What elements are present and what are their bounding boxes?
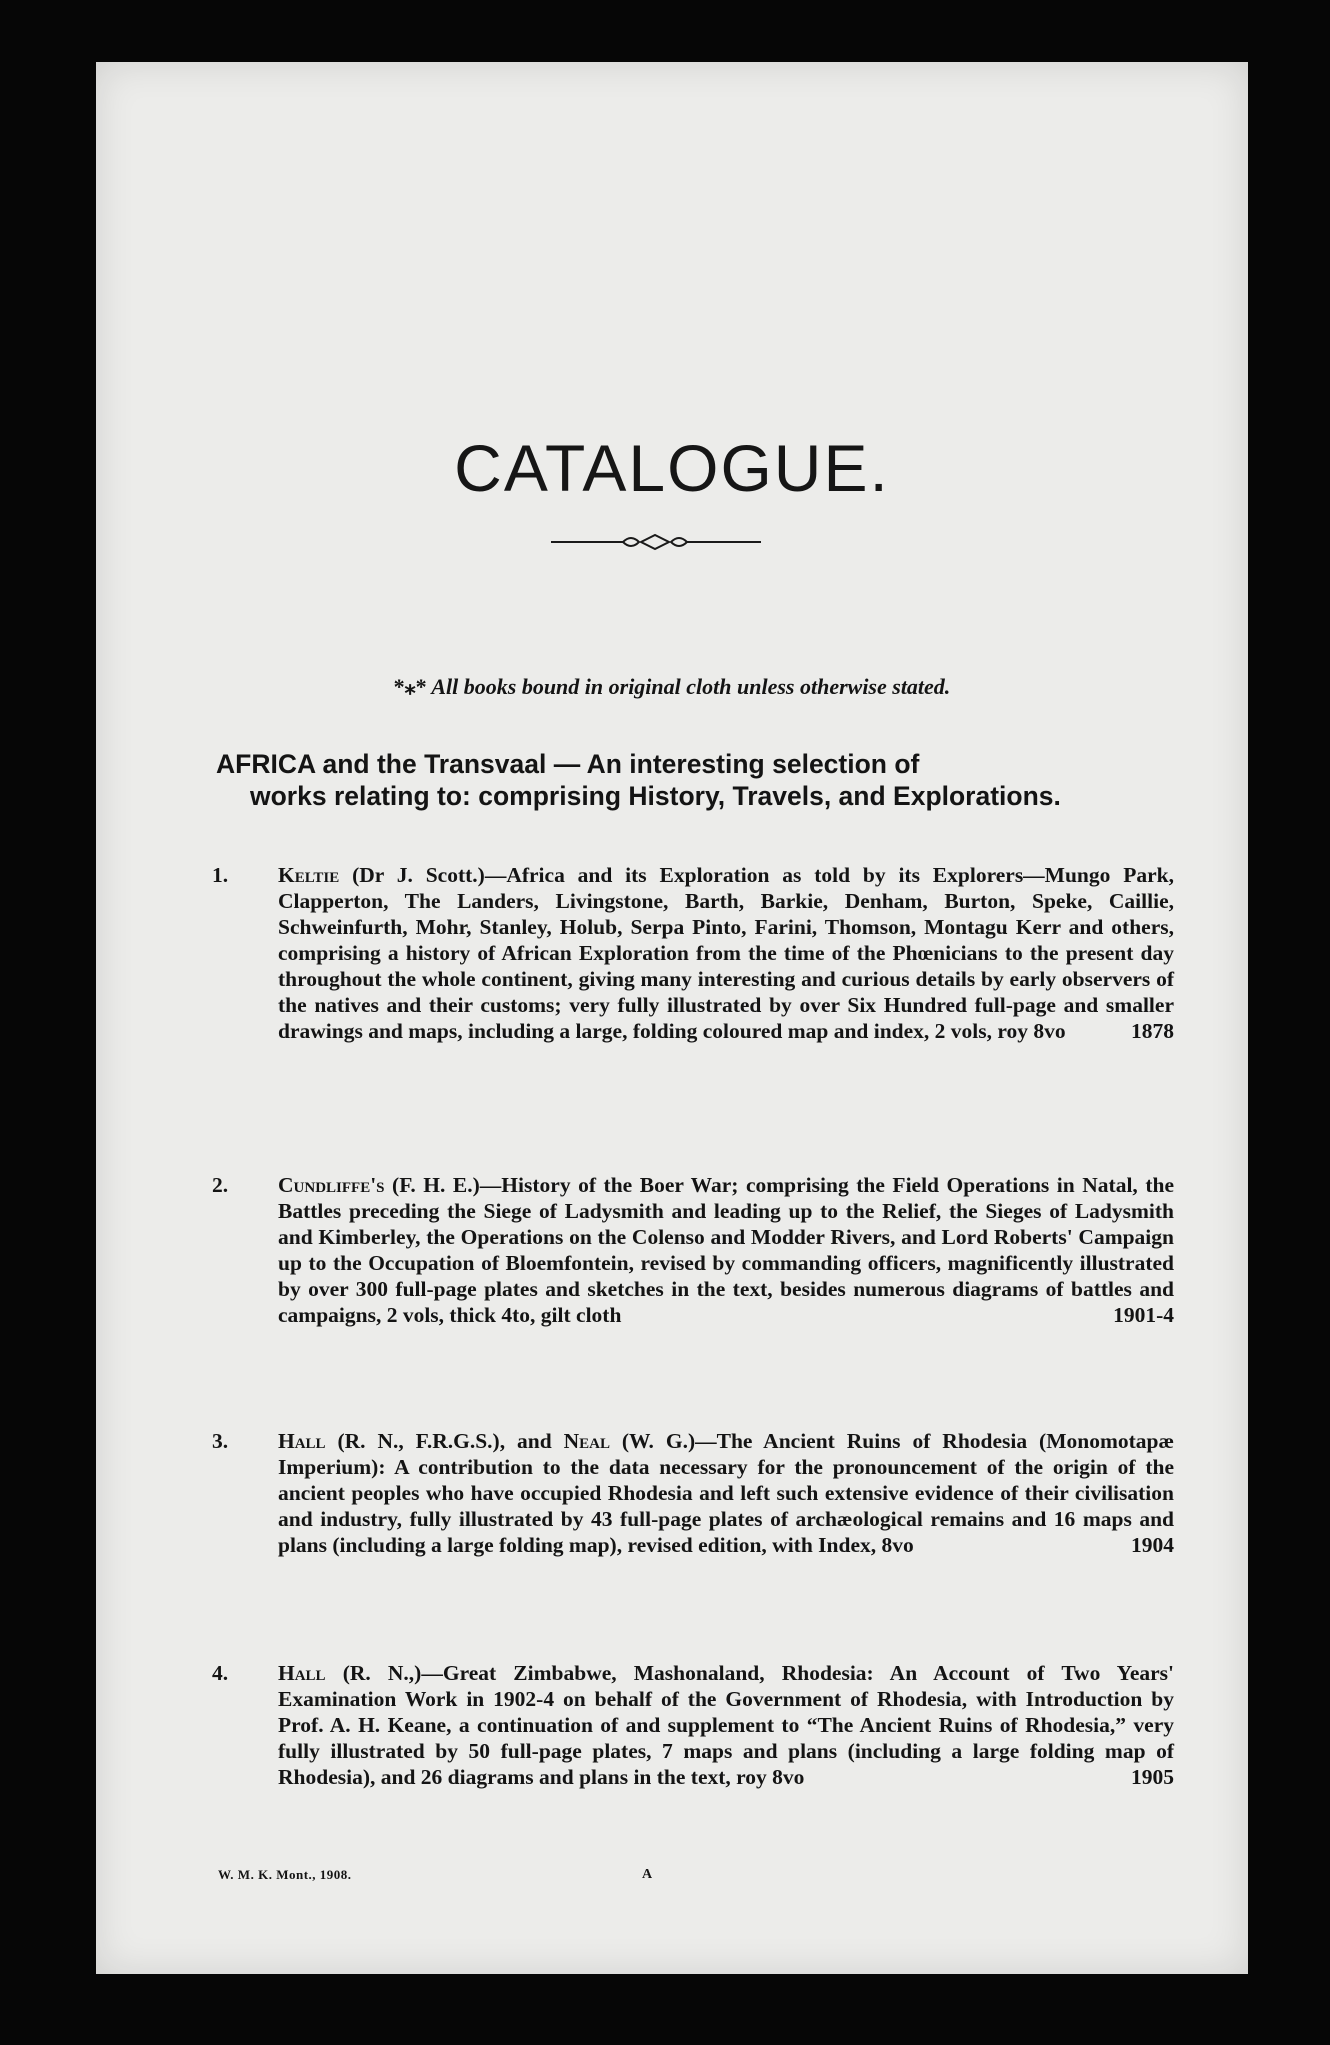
ornament-divider-icon	[551, 532, 761, 552]
asterism: *⁎*	[393, 674, 427, 699]
entry-year: 1901-4	[1113, 1303, 1174, 1327]
catalogue-page	[96, 62, 1248, 1974]
catalogue-entry	[212, 862, 1174, 1044]
catalogue-entry	[212, 1660, 1174, 1790]
entry-coauthor: Neal	[563, 1429, 610, 1453]
entry-number: 3.	[212, 1429, 229, 1453]
entry-year: 1878	[1131, 1019, 1174, 1043]
printer-imprint: W. M. K. Mont., 1908.	[218, 1867, 352, 1882]
page-title: CATALOGUE.	[454, 431, 890, 505]
entry-description: —The Ancient Ruins of Rhodesia (Monomotapæ Imperium): A contribution to the data necessary for the pronouncement of the origin of the ancient peoples who have occupied Rhodesia and left such extensive evidence of their civilisation and industry, fully illustrated by 43 full-page plates of archæological remains and 16 maps and plans (including a large folding map), revised edition, with Index, 8vo	[278, 1429, 1174, 1557]
binding-note	[96, 674, 1248, 700]
entry-author: Hall	[278, 1661, 326, 1685]
section-heading-rest: works relating to: comprising History, Travels, and Explorations.	[250, 781, 1061, 811]
entry-author: Keltie	[278, 863, 340, 887]
entry-author-details: (F. H. E.)	[384, 1173, 480, 1197]
entry-author-details: (R. N.,)	[325, 1661, 422, 1685]
entry-coauthor-details: (W. G.)	[609, 1429, 696, 1453]
entry-author-details: (Dr J. Scott.)	[339, 863, 485, 887]
binding-note-text: All books bound in original cloth unless otherwise stated.	[431, 674, 951, 699]
catalogue-entry	[212, 1172, 1175, 1328]
entry-description: —Great Zimbabwe, Mashonaland, Rhodesia: An Account of Two Years' Examination Work in 1902-4 on behalf of the Government of Rhodesia, with Introduction by Prof. A. H. Keane, a continuation of and supplement to “The Ancient Ruins of Rhodesia,” very fully illustrated by 50 full-page plates, 7 maps and plans (including a large folding map of Rhodesia), and 26 diagrams and plans in the text, roy 8vo	[278, 1661, 1174, 1789]
entry-number: 1.	[212, 863, 229, 887]
entry-author-details: (R. N., F.R.G.S.), and	[325, 1429, 564, 1453]
entry-description: —History of the Boer War; comprising the Field Operations in Natal, the Battles preceding the Siege of Ladysmith and leading up to the Relief, the Sieges of Ladysmith and Kimberley, the Operations on the Colenso and Modder Rivers, and Lord Roberts' Campaign up to the Occupation of Bloemfontein, revised by commanding officers, magnificently illustrated by over 300 full-page plates and sketches in the text, besides numerous diagrams of battles and campaigns, 2 vols, thick 4to, gilt cloth	[278, 1173, 1175, 1327]
entry-number: 4.	[212, 1661, 229, 1685]
entry-number: 2.	[212, 1173, 229, 1197]
section-heading	[216, 748, 1096, 812]
entry-author: Cundliffe's	[278, 1173, 385, 1197]
entry-author: Hall	[278, 1429, 326, 1453]
page-text	[96, 62, 1248, 1974]
entry-description: —Africa and its Exploration as told by its Explorers—Mungo Park, Clapperton, The Landers, Livingstone, Barth, Barkie, Denham, Burton, Speke, Caillie, Schweinfurth, Mohr, Stanley, Holub, Serpa Pinto, Farini, Thomson, Montagu Kerr and others, comprising a history of African Exploration from the time of the Phœnicians to the present day throughout the whole continent, giving many interesting and curious details by early observers of the natives and their customs; very fully illustrated by over Six Hundred full-page and smaller drawings and maps, including a large, folding coloured map and index, 2 vols, roy 8vo	[278, 863, 1174, 1043]
catalogue-entry	[212, 1428, 1174, 1558]
signature-mark: A	[642, 1867, 653, 1882]
entry-year: 1904	[1131, 1533, 1174, 1557]
entry-year: 1905	[1131, 1765, 1174, 1789]
section-heading-lead: AFRICA and the Transvaal — An interesting selection of	[216, 749, 920, 779]
